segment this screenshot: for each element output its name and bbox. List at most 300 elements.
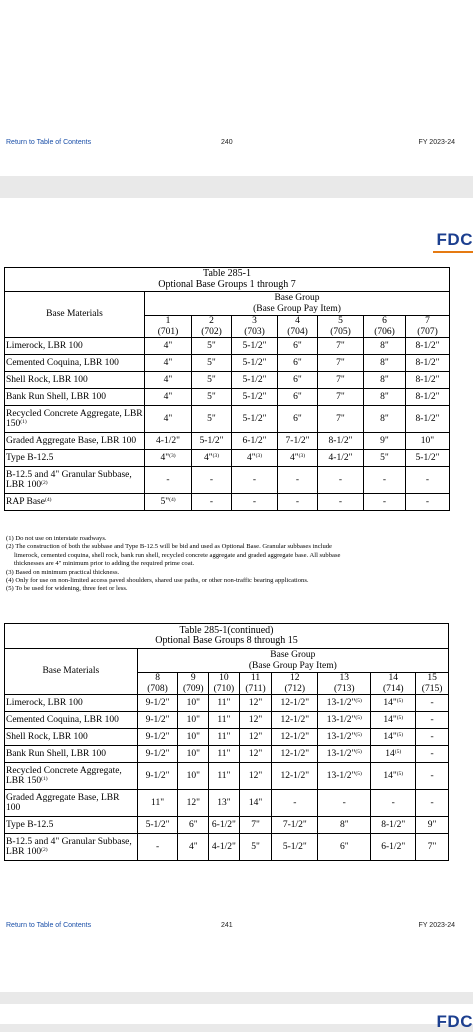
thickness-cell xyxy=(364,450,406,467)
material-name: Type B-12.5 xyxy=(6,453,54,463)
thickness-value: 5" xyxy=(207,374,216,385)
thickness-value: 7" xyxy=(336,374,345,385)
thickness-cell xyxy=(137,834,178,861)
footnote-marker: (5) xyxy=(394,748,402,755)
thickness-cell xyxy=(272,729,318,746)
thickness-value: 5" xyxy=(207,413,216,424)
thickness-cell xyxy=(239,712,272,729)
thickness-value: 5-1/2" xyxy=(415,452,440,463)
table-row xyxy=(5,355,450,372)
thickness-cell xyxy=(318,712,371,729)
thickness-cell xyxy=(318,763,371,790)
material-cell xyxy=(5,712,138,729)
thickness-cell xyxy=(278,389,318,406)
thickness-value: 13-1/2" xyxy=(326,714,356,725)
thickness-cell xyxy=(232,467,278,494)
thickness-cell xyxy=(278,433,318,450)
thickness-cell xyxy=(416,763,449,790)
base-group-label: Base Group xyxy=(270,650,316,660)
table-title xyxy=(5,624,449,649)
material-name: B-12.5 and 4" Granular Subbase, LBR 100 xyxy=(6,470,132,490)
thickness-cell xyxy=(318,746,371,763)
pay-item-code: (701) xyxy=(157,326,179,337)
thickness-value: 12" xyxy=(248,714,263,725)
group-number: 12 xyxy=(290,673,300,683)
pay-item-code: (707) xyxy=(417,326,438,337)
material-cell xyxy=(5,355,145,372)
material-cell xyxy=(5,817,138,834)
thickness-value: 13-1/2" xyxy=(326,770,356,781)
table-row xyxy=(5,433,450,450)
thickness-value: 12" xyxy=(186,797,200,808)
thickness-value: 8-1/2" xyxy=(415,413,440,424)
footnote: thicknesses are 4" minimum prior to adding the required prime coat. xyxy=(14,560,195,568)
group-number: 8 xyxy=(155,673,160,683)
thickness-value: 8" xyxy=(380,413,389,424)
material-name: Shell Rock, LBR 100 xyxy=(6,375,88,385)
thickness-cell xyxy=(145,389,192,406)
thickness-value: 12-1/2" xyxy=(280,731,310,742)
table-row xyxy=(5,467,450,494)
thickness-value: 5" xyxy=(207,357,216,368)
page-240 xyxy=(0,0,473,176)
thickness-cell xyxy=(209,817,240,834)
group-number: 13 xyxy=(339,673,350,683)
thickness-cell xyxy=(318,450,364,467)
thickness-cell xyxy=(406,372,450,389)
group-number: 5 xyxy=(338,316,343,326)
thickness-value: 12" xyxy=(248,697,263,708)
thickness-value: - xyxy=(342,797,346,808)
thickness-value: 14" xyxy=(383,770,397,781)
thickness-value: - xyxy=(338,496,343,507)
thickness-cell xyxy=(145,450,192,467)
thickness-cell xyxy=(272,712,318,729)
thickness-value: - xyxy=(430,714,434,725)
thickness-cell xyxy=(318,433,364,450)
thickness-value: 10" xyxy=(186,770,200,781)
thickness-value: 4" xyxy=(188,841,198,852)
thickness-cell xyxy=(406,355,450,372)
material-name: Shell Rock, LBR 100 xyxy=(6,732,88,742)
thickness-value: 6-1/2" xyxy=(211,819,236,830)
thickness-cell xyxy=(232,372,278,389)
thickness-cell xyxy=(416,695,449,712)
table-subtitle: Optional Base Groups 1 through 7 xyxy=(158,278,296,290)
thickness-cell xyxy=(416,834,449,861)
material-cell xyxy=(5,467,145,494)
thickness-value: 6" xyxy=(293,340,302,351)
thickness-value: - xyxy=(382,474,387,485)
thickness-cell xyxy=(232,406,278,433)
thickness-cell xyxy=(272,763,318,790)
thickness-cell xyxy=(137,817,178,834)
footnote-marker: (5) xyxy=(396,731,404,738)
thickness-value: 8" xyxy=(380,391,389,402)
thickness-cell xyxy=(416,790,449,817)
thickness-cell xyxy=(192,406,232,433)
thickness-value: 12-1/2" xyxy=(280,770,310,781)
thickness-cell xyxy=(209,746,240,763)
thickness-value: - xyxy=(252,496,257,507)
fdot-logo: FDC xyxy=(436,230,473,249)
material-cell xyxy=(5,372,145,389)
group-number: 14 xyxy=(388,673,398,683)
pay-item-code: (713) xyxy=(333,683,355,694)
thickness-cell xyxy=(192,494,232,511)
thickness-value: - xyxy=(430,797,434,808)
thickness-cell xyxy=(178,695,209,712)
material-cell xyxy=(5,763,138,790)
thickness-value: - xyxy=(295,496,300,507)
thickness-value: 5-1/2" xyxy=(242,340,267,351)
thickness-cell xyxy=(145,355,192,372)
pay-item-code: (712) xyxy=(284,683,306,694)
pay-item-code: (702) xyxy=(201,326,222,337)
thickness-cell xyxy=(371,729,416,746)
thickness-value: 5" xyxy=(160,496,170,507)
material-cell xyxy=(5,729,138,746)
footnote-marker: (5) xyxy=(355,714,362,721)
thickness-cell xyxy=(209,834,240,861)
thickness-cell xyxy=(239,695,272,712)
page-241 xyxy=(0,198,473,992)
thickness-cell xyxy=(239,729,272,746)
thickness-cell xyxy=(406,467,450,494)
material-name: Cemented Coquina, LBR 100 xyxy=(6,715,119,725)
footnote: (3) Based on minimum practical thickness. xyxy=(6,568,120,576)
thickness-value: 8-1/2" xyxy=(415,340,440,351)
thickness-cell xyxy=(137,729,178,746)
group-11-header xyxy=(239,673,272,695)
thickness-value: 10" xyxy=(186,714,200,725)
thickness-value: 10" xyxy=(420,435,435,446)
table-title xyxy=(5,268,450,292)
thickness-value: 4-1/2" xyxy=(156,435,180,446)
thickness-cell xyxy=(318,817,371,834)
thickness-cell xyxy=(406,406,450,433)
thickness-cell xyxy=(318,406,364,433)
thickness-value: 5-1/2" xyxy=(242,357,267,368)
thickness-value: 13" xyxy=(217,797,231,808)
thickness-value: 4" xyxy=(203,452,213,463)
thickness-cell xyxy=(137,695,178,712)
footnote-marker: (5) xyxy=(355,748,362,755)
material-name: Bank Run Shell, LBR 100 xyxy=(6,749,107,759)
thickness-cell xyxy=(272,817,318,834)
thickness-cell xyxy=(209,712,240,729)
group-8-header xyxy=(137,673,178,695)
thickness-value: 8" xyxy=(380,374,389,385)
base-group-label: Base Group xyxy=(274,293,320,303)
material-name: Graded Aggregate Base, LBR 100 xyxy=(6,793,120,813)
base-materials-header: Base Materials xyxy=(5,649,138,695)
thickness-value: - xyxy=(209,474,214,485)
group-number: 6 xyxy=(382,316,387,326)
thickness-cell xyxy=(278,355,318,372)
thickness-value: 9" xyxy=(380,435,389,446)
thickness-cell xyxy=(406,433,450,450)
thickness-cell xyxy=(416,746,449,763)
thickness-cell xyxy=(192,389,232,406)
pay-item-code: (704) xyxy=(287,326,308,337)
thickness-cell xyxy=(318,355,364,372)
thickness-value: 11" xyxy=(217,731,231,742)
thickness-cell xyxy=(192,467,232,494)
thickness-cell xyxy=(239,834,272,861)
pay-item-code: (703) xyxy=(244,326,265,337)
thickness-value: 12" xyxy=(248,731,263,742)
thickness-cell xyxy=(318,338,364,355)
thickness-value: 6" xyxy=(293,391,302,402)
thickness-value: - xyxy=(430,770,434,781)
material-name: Recycled Concrete Aggregate, LBR 150 xyxy=(6,766,122,786)
thickness-cell xyxy=(416,712,449,729)
thickness-value: - xyxy=(430,748,434,759)
table-row xyxy=(5,834,449,861)
table-row xyxy=(5,729,449,746)
group-number: 3 xyxy=(252,316,257,326)
material-name: Bank Run Shell, LBR 100 xyxy=(6,392,107,402)
pay-item-code: (709) xyxy=(182,683,204,694)
thickness-cell xyxy=(239,790,272,817)
thickness-cell xyxy=(239,763,272,790)
thickness-value: 9-1/2" xyxy=(145,770,170,781)
table-row xyxy=(5,712,449,729)
table-row xyxy=(5,746,449,763)
thickness-cell xyxy=(137,746,178,763)
thickness-cell xyxy=(232,433,278,450)
footnote: (5) To be used for widening, three feet or less. xyxy=(6,585,128,593)
thickness-cell xyxy=(272,695,318,712)
table-of-contents-link[interactable]: Return to Table of Contents xyxy=(6,922,92,929)
thickness-value: 6" xyxy=(293,374,302,385)
footnote: (2) The construction of both the subbase and Type B-12.5 will be bid and used as Optional Base. Granular subbases include xyxy=(6,543,332,551)
thickness-value: 8-1/2" xyxy=(415,391,440,402)
group-number: 7 xyxy=(425,316,430,326)
thickness-cell xyxy=(239,817,272,834)
thickness-value: 4" xyxy=(163,357,173,368)
material-cell xyxy=(5,695,138,712)
thickness-value: 8-1/2" xyxy=(415,357,440,368)
page-242 xyxy=(0,1004,473,1031)
thickness-cell xyxy=(232,355,278,372)
thickness-cell xyxy=(364,389,406,406)
thickness-value: 5" xyxy=(207,391,216,402)
thickness-cell xyxy=(278,467,318,494)
base-group-header xyxy=(137,649,448,673)
thickness-cell xyxy=(209,729,240,746)
thickness-cell xyxy=(178,834,209,861)
base-group-header xyxy=(145,292,450,316)
thickness-cell xyxy=(318,790,371,817)
thickness-cell xyxy=(232,338,278,355)
thickness-value: 8-1/2" xyxy=(415,374,440,385)
thickness-value: 7-1/2" xyxy=(282,819,307,830)
thickness-value: 4" xyxy=(163,374,173,385)
thickness-value: 14 xyxy=(385,748,395,759)
footnote: (1) Do not use on interstate roadways. xyxy=(6,535,107,542)
thickness-value: 8" xyxy=(380,340,389,351)
group-1-header xyxy=(145,316,192,338)
thickness-value: 6" xyxy=(293,357,302,368)
material-name: Limerock, LBR 100 xyxy=(6,698,83,708)
thickness-value: 7-1/2" xyxy=(285,435,310,446)
thickness-value: 8" xyxy=(339,819,349,830)
group-9-header xyxy=(178,673,209,695)
thickness-cell xyxy=(137,712,178,729)
pay-item-code: (715) xyxy=(421,683,443,694)
table-285-1 xyxy=(4,267,450,511)
thickness-value: 9-1/2" xyxy=(145,748,170,759)
group-2-header xyxy=(192,316,232,338)
table-row xyxy=(5,695,449,712)
thickness-value: 6-1/2" xyxy=(242,435,267,446)
group-number: 4 xyxy=(295,316,300,326)
material-cell xyxy=(5,746,138,763)
thickness-cell xyxy=(416,729,449,746)
thickness-cell xyxy=(178,790,209,817)
material-cell xyxy=(5,450,145,467)
thickness-cell xyxy=(364,467,406,494)
thickness-cell xyxy=(232,389,278,406)
thickness-value: 11" xyxy=(217,770,231,781)
group-3-header xyxy=(232,316,278,338)
material-cell xyxy=(5,494,145,511)
thickness-value: 12-1/2" xyxy=(280,714,310,725)
pay-item-code: (710) xyxy=(213,683,235,694)
thickness-value: 4-1/2" xyxy=(328,452,353,463)
logo-underline xyxy=(433,251,473,253)
thickness-value: - xyxy=(430,697,434,708)
group-number: 2 xyxy=(209,316,214,326)
footnote-marker: (5) xyxy=(355,697,362,704)
table-number: Table 285-1 xyxy=(203,268,251,279)
thickness-cell xyxy=(318,729,371,746)
footnote-marker: (5) xyxy=(396,714,404,721)
thickness-cell xyxy=(209,790,240,817)
footnote-marker: (5) xyxy=(355,731,362,738)
group-12-header xyxy=(272,673,318,695)
footnote-marker: (3) xyxy=(212,452,220,459)
table-row xyxy=(5,338,450,355)
thickness-cell xyxy=(364,338,406,355)
thickness-value: 5" xyxy=(251,841,260,852)
thickness-value: 14" xyxy=(383,731,397,742)
thickness-cell xyxy=(232,450,278,467)
thickness-value: 5-1/2" xyxy=(242,374,267,385)
group-number: 1 xyxy=(165,316,171,326)
thickness-cell xyxy=(318,695,371,712)
thickness-cell xyxy=(192,355,232,372)
thickness-value: 6" xyxy=(339,841,349,852)
group-number: 15 xyxy=(427,673,437,683)
page-number: 240 xyxy=(221,139,233,146)
thickness-cell xyxy=(371,817,416,834)
thickness-cell xyxy=(178,712,209,729)
thickness-cell xyxy=(371,790,416,817)
thickness-cell xyxy=(364,372,406,389)
pay-item-code: (708) xyxy=(147,683,168,694)
material-cell xyxy=(5,790,138,817)
material-cell xyxy=(5,338,145,355)
table-row xyxy=(5,790,449,817)
thickness-cell xyxy=(232,494,278,511)
thickness-cell xyxy=(272,746,318,763)
thickness-cell xyxy=(178,729,209,746)
thickness-value: 10" xyxy=(186,748,200,759)
thickness-value: 4" xyxy=(160,452,170,463)
thickness-cell xyxy=(406,389,450,406)
thickness-value: 12" xyxy=(248,770,263,781)
thickness-value: - xyxy=(430,731,434,742)
thickness-value: 9-1/2" xyxy=(145,714,170,725)
thickness-value: 5-1/2" xyxy=(282,841,307,852)
thickness-value: 5-1/2" xyxy=(242,413,267,424)
thickness-cell xyxy=(318,389,364,406)
thickness-cell xyxy=(239,746,272,763)
group-7-header xyxy=(406,316,450,338)
thickness-value: 7" xyxy=(336,340,345,351)
pay-item-code: (705) xyxy=(330,326,351,337)
thickness-cell xyxy=(364,433,406,450)
table-of-contents-link[interactable]: Return to Table of Contents xyxy=(6,139,92,146)
group-14-header xyxy=(371,673,416,695)
thickness-value: 4-1/2" xyxy=(211,841,236,852)
footnote-marker: (2) xyxy=(41,480,48,486)
thickness-value: 5-1/2" xyxy=(145,819,170,830)
thickness-cell xyxy=(145,494,192,511)
table-row xyxy=(5,372,450,389)
footnote-marker: (5) xyxy=(355,770,362,777)
table-subtitle: Optional Base Groups 8 through 15 xyxy=(155,635,298,646)
thickness-value: 11" xyxy=(151,797,165,808)
thickness-cell xyxy=(416,817,449,834)
group-13-header xyxy=(318,673,371,695)
fiscal-year: FY 2023-24 xyxy=(418,922,455,929)
thickness-value: 14" xyxy=(383,714,397,725)
thickness-cell xyxy=(406,450,450,467)
thickness-value: 11" xyxy=(217,714,231,725)
thickness-value: 6" xyxy=(293,413,302,424)
material-name: Recycled Concrete Aggregate, LBR 150 xyxy=(6,409,143,429)
material-cell xyxy=(5,389,145,406)
footnote-marker: (3) xyxy=(169,452,176,459)
thickness-value: - xyxy=(166,474,170,485)
table-row xyxy=(5,494,450,511)
group-10-header xyxy=(209,673,240,695)
thickness-value: 12" xyxy=(248,748,263,759)
material-name: B-12.5 and 4" Granular Subbase, LBR 100 xyxy=(6,837,132,857)
table-row xyxy=(5,763,449,790)
thickness-cell xyxy=(278,450,318,467)
thickness-cell xyxy=(209,763,240,790)
thickness-cell xyxy=(371,712,416,729)
thickness-cell xyxy=(272,790,318,817)
thickness-cell xyxy=(145,372,192,389)
thickness-cell xyxy=(272,834,318,861)
thickness-cell xyxy=(209,695,240,712)
thickness-value: 8-1/2" xyxy=(381,819,406,830)
thickness-value: 8" xyxy=(380,357,389,368)
thickness-value: 6-1/2" xyxy=(381,841,406,852)
thickness-cell xyxy=(192,372,232,389)
thickness-value: 5" xyxy=(207,340,216,351)
table-notes xyxy=(6,535,446,594)
footnote-marker: (4) xyxy=(44,497,52,503)
thickness-value: - xyxy=(391,797,395,808)
table-row xyxy=(5,450,450,467)
